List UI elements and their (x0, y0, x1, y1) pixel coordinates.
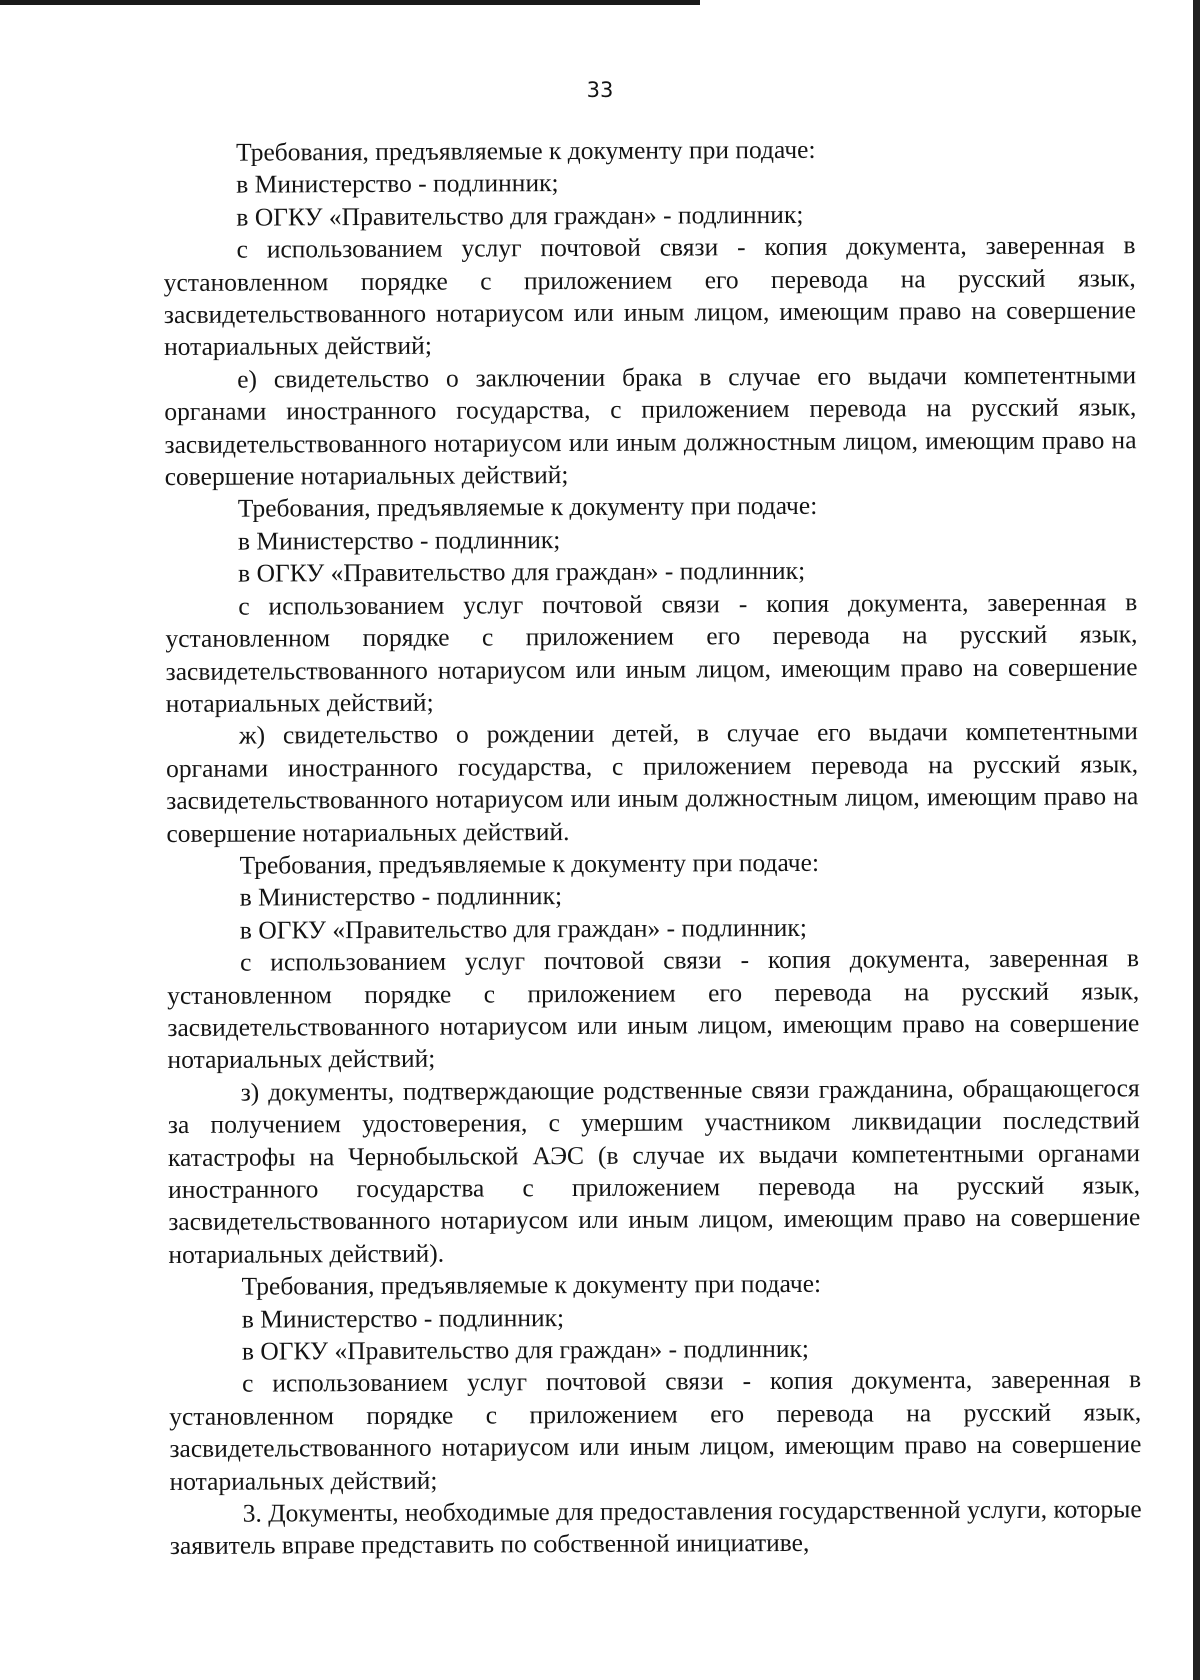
paragraph: 3. Документы, необходимые для предоставления государственной услуги, которые заявитель вправе представить по собственной инициативе, (169, 1494, 1142, 1561)
paragraph: с использованием услуг почтовой связи - копия документа, заверенная в установленном порядке с приложением его перевода на русский язык, засвидетельствованного нотариусом или иным лицом, имеющим право на совершение нотариальных действий; (165, 586, 1138, 718)
scan-border-top (0, 0, 700, 5)
paragraph: в ОГКУ «Правительство для граждан» - подлинник; (241, 1333, 809, 1366)
paragraph: с использованием услуг почтовой связи - копия документа, заверенная в установленном порядке с приложением его перевода на русский язык, засвидетельствованного нотариусом или иным лицом, имеющим право на совершение нотариальных действий; (167, 943, 1140, 1075)
page-number: 33 (586, 78, 614, 102)
paragraph: е) свидетельство о заключении брака в случае его выдачи компетентными органами иностранного государства, с приложением перевода на русский язык, засвидетельствованного нотариусом или иным должностным лицом, имеющим право на совершение нотариальных действий; (164, 360, 1137, 492)
paragraph: в Министерство - подлинник; (241, 1302, 565, 1334)
paragraph: в ОГКУ «Правительство для граждан» - подлинник; (238, 556, 806, 588)
scan-border-right (1193, 0, 1200, 1680)
document-body (163, 132, 1142, 1563)
paragraph: з) документы, подтверждающие родственные связи гражданина, обращающегося за получением удостоверения, с умершим участником ликвидации последствий катастрофы на Чернобыльской АЭС (в случае их выдачи компетентными органами иностранного государства с приложением перевода на русский язык, засвидетельствованного нотариусом или иным лицом, имеющим право на совершение нотариальных действий). (167, 1073, 1141, 1269)
paragraph: Требования, предъявляемые к документу при подаче: (241, 1269, 822, 1301)
paragraph: в ОГКУ «Правительство для граждан» - подлинник; (239, 912, 807, 945)
paragraph: с использованием услуг почтовой связи - копия документа, заверенная в установленном порядке с приложением его перевода на русский язык, засвидетельствованного нотариусом или иным лицом, имеющим право на совершение нотариальных действий; (169, 1364, 1142, 1496)
paragraph: в Министерство - подлинник; (237, 524, 561, 556)
paragraph: в ОГКУ «Правительство для граждан» - подлинник; (236, 199, 804, 232)
paragraph: Требования, предъявляемые к документу при подаче: (236, 134, 816, 167)
paragraph: ж) свидетельство о рождении детей, в случае его выдачи компетентными органами иностранного государства, с приложением перевода на русский язык, засвидетельствованного нотариусом или иным должностным лицом, имеющим право на совершение нотариальных действий. (166, 716, 1139, 848)
paragraph: Требования, предъявляемые к документу при подаче: (237, 491, 818, 524)
paragraph: Требования, предъявляемые к документу при подаче: (239, 847, 820, 880)
paragraph: в Министерство - подлинник; (239, 881, 563, 912)
paragraph: с использованием услуг почтовой связи - копия документа, заверенная в установленном порядке с приложением его перевода на русский язык, засвидетельствованного нотариусом или иным лицом, имеющим право на совершение нотариальных действий; (163, 230, 1136, 362)
paragraph: в Министерство - подлинник; (236, 168, 559, 200)
